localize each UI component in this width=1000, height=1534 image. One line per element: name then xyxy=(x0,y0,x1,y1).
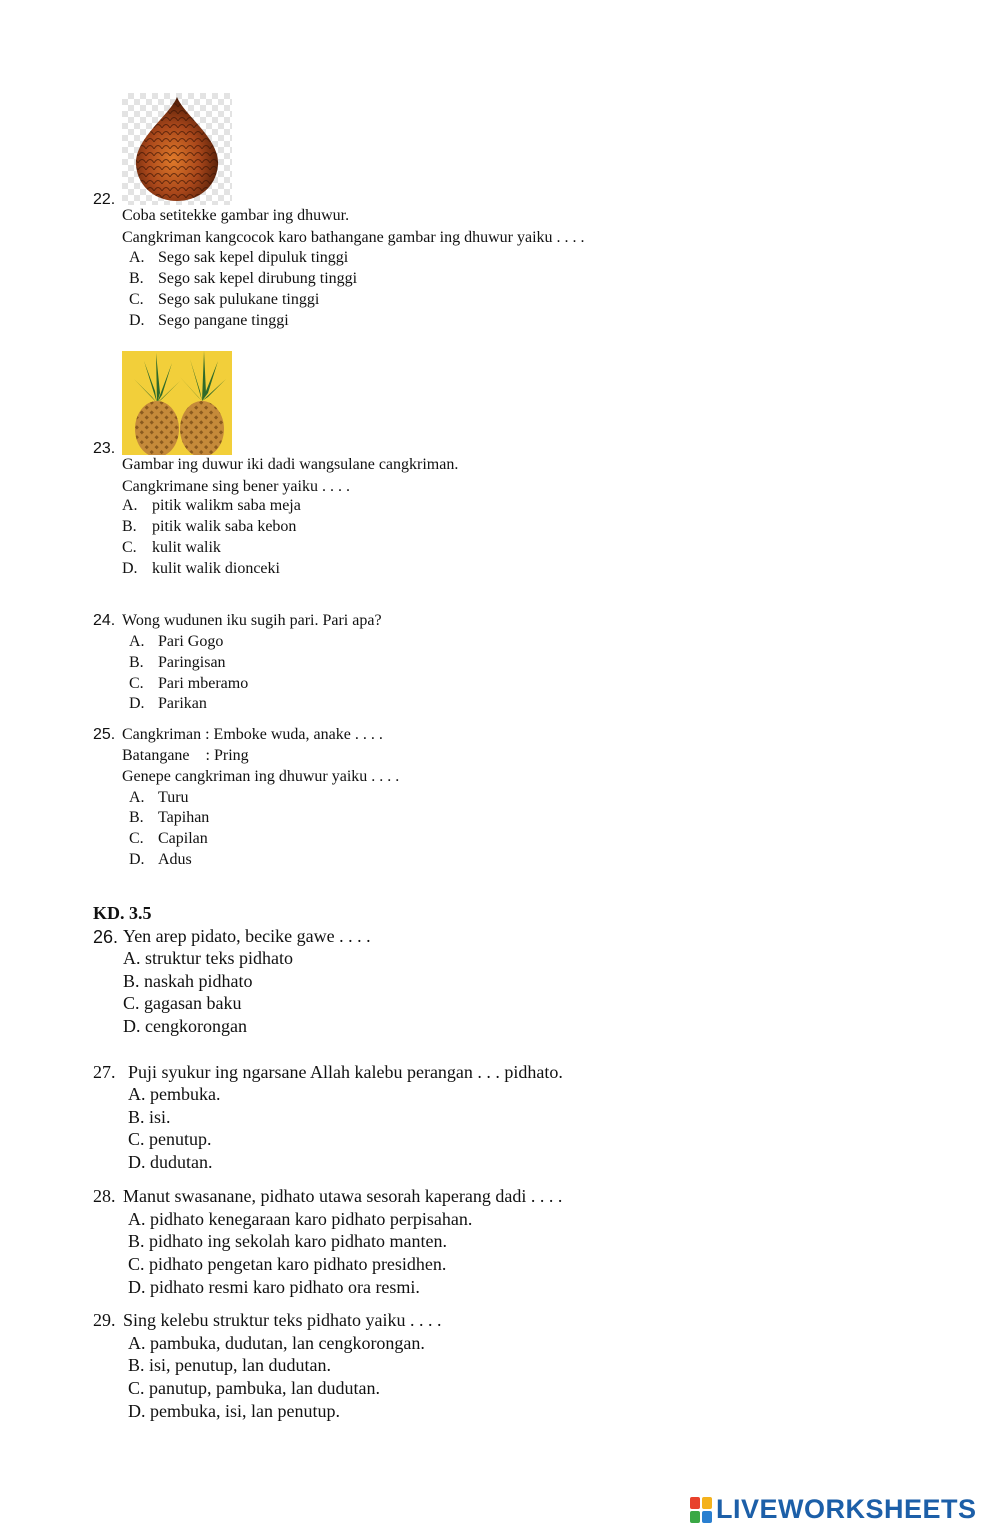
option-23-d[interactable]: kulit walik dionceki xyxy=(152,560,280,577)
option-23-d-letter: D. xyxy=(122,560,138,577)
option-25-d-letter: D. xyxy=(129,851,145,868)
option-28-c[interactable]: C. pidhato pengetan karo pidhato presidhen. xyxy=(128,1254,447,1274)
option-29-c[interactable]: C. panutup, pambuka, lan dudutan. xyxy=(128,1378,380,1398)
question-23-line2: Cangkrimane sing bener yaiku . . . . xyxy=(122,478,350,495)
option-23-c-letter: C. xyxy=(122,539,137,556)
option-28-b[interactable]: B. pidhato ing sekolah karo pidhato manten. xyxy=(128,1231,447,1251)
option-22-b[interactable]: Sego sak kepel dirubung tinggi xyxy=(158,270,358,287)
question-25-line3: Genepe cangkriman ing dhuwur yaiku . . . . xyxy=(122,768,400,785)
option-24-c-letter: C. xyxy=(129,675,144,692)
option-24-b[interactable]: Paringisan xyxy=(158,654,226,671)
question-23-line1: Gambar ing duwur iki dadi wangsulane cangkriman. xyxy=(122,456,459,473)
option-28-a[interactable]: A. pidhato kenegaraan karo pidhato perpisahan. xyxy=(128,1209,473,1229)
liveworksheets-logo-icon xyxy=(690,1497,712,1523)
question-26-number: 26. xyxy=(93,927,119,947)
question-22-line1: Coba setitekke gambar ing dhuwur. xyxy=(122,207,350,224)
option-25-b[interactable]: Tapihan xyxy=(158,809,210,826)
option-27-b[interactable]: B. isi. xyxy=(128,1107,171,1127)
question-28-line1: Manut swasanane, pidhato utawa sesorah kaperang dadi . . . . xyxy=(123,1186,563,1206)
option-22-a-letter: A. xyxy=(129,249,145,266)
question-28-number: 28. xyxy=(93,1186,116,1206)
option-22-a[interactable]: Sego sak kepel dipuluk tinggi xyxy=(158,249,349,266)
option-22-d[interactable]: Sego pangane tinggi xyxy=(158,312,289,329)
option-29-d[interactable]: D. pembuka, isi, lan penutup. xyxy=(128,1401,340,1421)
question-25-line2: Batangane : Pring xyxy=(122,747,249,764)
question-27-line1: Puji syukur ing ngarsane Allah kalebu perangan . . . pidhato. xyxy=(128,1062,563,1082)
question-25-line1: Cangkriman : Emboke wuda, anake . . . . xyxy=(122,726,383,743)
option-26-b[interactable]: B. naskah pidhato xyxy=(123,971,253,991)
option-27-c[interactable]: C. penutup. xyxy=(128,1129,212,1149)
option-26-c[interactable]: C. gagasan baku xyxy=(123,993,242,1013)
option-24-a-letter: A. xyxy=(129,633,145,650)
liveworksheets-logo[interactable] xyxy=(690,1494,977,1525)
option-23-b[interactable]: pitik walik saba kebon xyxy=(152,518,297,535)
liveworksheets-logo-text: LIVEWORKSHEETS xyxy=(716,1494,977,1524)
option-22-d-letter: D. xyxy=(129,312,145,329)
option-24-c[interactable]: Pari mberamo xyxy=(158,675,249,692)
question-22-line2: Cangkriman kangcocok karo bathangane gambar ing dhuwur yaiku . . . . xyxy=(122,229,585,246)
option-29-a[interactable]: A. pambuka, dudutan, lan cengkorongan. xyxy=(128,1333,425,1353)
question-27-number: 27. xyxy=(93,1062,116,1082)
option-24-d-letter: D. xyxy=(129,695,145,712)
option-22-c[interactable]: Sego sak pulukane tinggi xyxy=(158,291,320,308)
question-29-line1: Sing kelebu struktur teks pidhato yaiku . . . . xyxy=(123,1310,442,1330)
option-27-a[interactable]: A. pembuka. xyxy=(128,1084,221,1104)
option-22-b-letter: B. xyxy=(129,270,144,287)
option-22-c-letter: C. xyxy=(129,291,144,308)
option-23-b-letter: B. xyxy=(122,518,137,535)
option-23-a[interactable]: pitik walikm saba meja xyxy=(152,497,301,514)
option-24-a[interactable]: Pari Gogo xyxy=(158,633,224,650)
option-25-d[interactable]: Adus xyxy=(158,851,192,868)
salak-fruit-image xyxy=(122,93,232,205)
question-24-number: 24. xyxy=(93,612,116,629)
option-25-c[interactable]: Capilan xyxy=(158,830,208,847)
option-25-c-letter: C. xyxy=(129,830,144,847)
option-25-a-letter: A. xyxy=(129,789,145,806)
option-29-b[interactable]: B. isi, penutup, lan dudutan. xyxy=(128,1355,331,1375)
question-26-line1: Yen arep pidato, becike gawe . . . . xyxy=(123,926,371,946)
question-22-number: 22. xyxy=(93,191,116,208)
option-26-d[interactable]: D. cengkorongan xyxy=(123,1016,247,1036)
option-27-d[interactable]: D. dudutan. xyxy=(128,1152,213,1172)
section-heading-kd: KD. 3.5 xyxy=(93,903,152,923)
option-23-a-letter: A. xyxy=(122,497,138,514)
pineapple-image xyxy=(122,351,232,455)
option-26-a[interactable]: A. struktur teks pidhato xyxy=(123,948,293,968)
question-25-number: 25. xyxy=(93,726,116,743)
question-24-line1: Wong wudunen iku sugih pari. Pari apa? xyxy=(122,612,382,629)
option-28-d[interactable]: D. pidhato resmi karo pidhato ora resmi. xyxy=(128,1277,420,1297)
question-29-number: 29. xyxy=(93,1310,116,1330)
option-25-a[interactable]: Turu xyxy=(158,789,189,806)
option-24-d[interactable]: Parikan xyxy=(158,695,207,712)
option-24-b-letter: B. xyxy=(129,654,144,671)
option-25-b-letter: B. xyxy=(129,809,144,826)
option-23-c[interactable]: kulit walik xyxy=(152,539,221,556)
question-23-number: 23. xyxy=(93,440,116,457)
